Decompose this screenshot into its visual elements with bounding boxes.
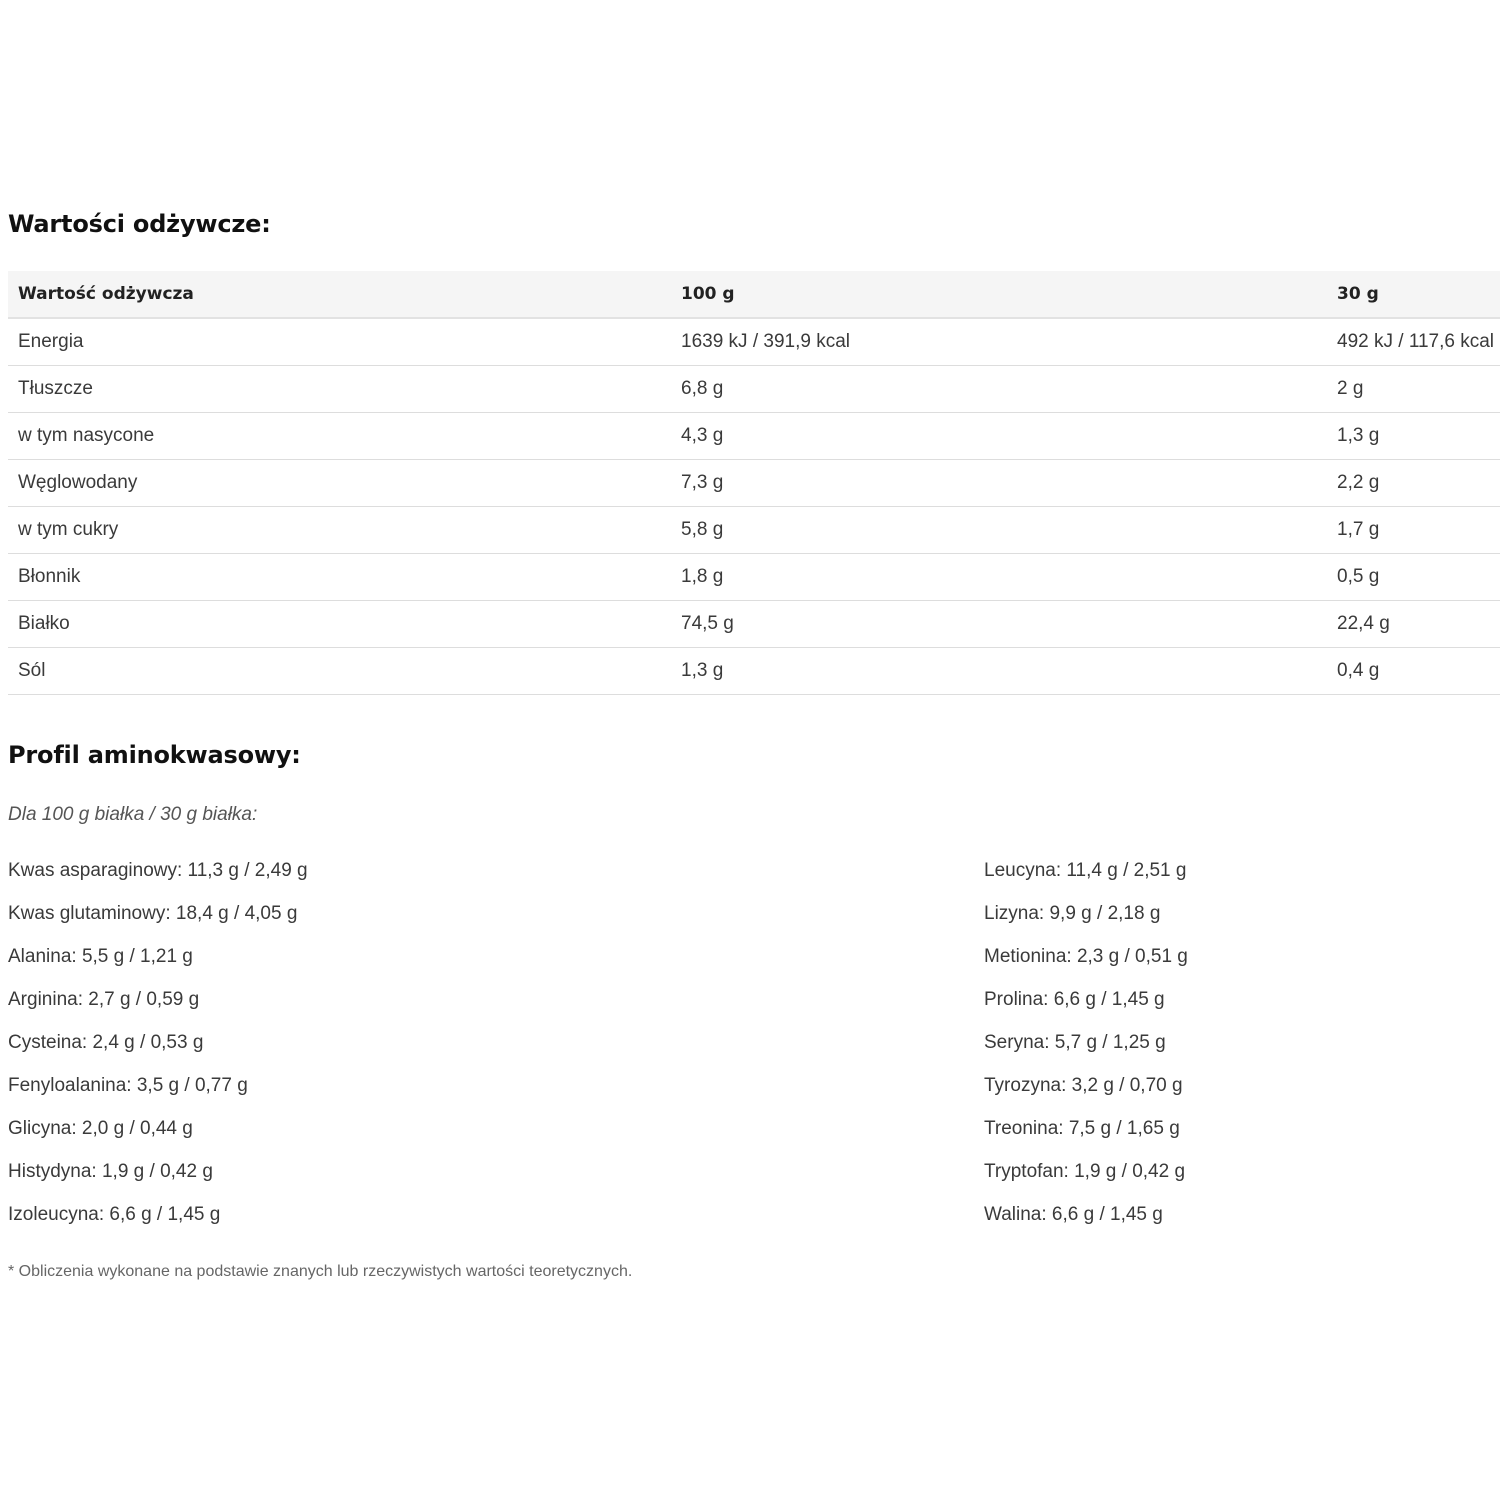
amino-acid-item: Prolina: 6,6 g / 1,45 g <box>984 989 1165 1010</box>
table-row <box>8 460 1500 507</box>
amino-acid-item: Walina: 6,6 g / 1,45 g <box>984 1204 1163 1225</box>
value-per-30g-cell: 492 kJ / 117,6 kcal <box>1327 318 1500 366</box>
amino-acid-item: Histydyna: 1,9 g / 0,42 g <box>8 1161 213 1182</box>
amino-acid-item: Treonina: 7,5 g / 1,65 g <box>984 1118 1180 1139</box>
value-per-100g-cell: 1,8 g <box>671 554 1327 601</box>
nutrition-table-header <box>8 271 1500 318</box>
value-per-30g-cell: 22,4 g <box>1327 601 1500 648</box>
value-per-30g-cell: 2 g <box>1327 366 1500 413</box>
value-per-100g-cell: 74,5 g <box>671 601 1327 648</box>
nutrient-name-cell: Węglowodany <box>8 460 671 507</box>
amino-acid-item: Kwas asparaginowy: 11,3 g / 2,49 g <box>8 860 308 881</box>
nutrient-name-cell: Energia <box>8 318 671 366</box>
table-row <box>8 601 1500 648</box>
nutrient-name-cell: Błonnik <box>8 554 671 601</box>
nutrient-name-cell: Białko <box>8 601 671 648</box>
column-header-per-30g: 30 g <box>1327 271 1500 318</box>
nutrient-name-cell: Sól <box>8 648 671 695</box>
nutrition-heading: Wartości odżywcze: <box>8 210 271 238</box>
value-per-100g-cell: 7,3 g <box>671 460 1327 507</box>
table-row <box>8 413 1500 460</box>
nutrition-table <box>8 271 1500 695</box>
value-per-30g-cell: 0,5 g <box>1327 554 1500 601</box>
value-per-100g-cell: 1,3 g <box>671 648 1327 695</box>
amino-acid-item: Seryna: 5,7 g / 1,25 g <box>984 1032 1166 1053</box>
value-per-30g-cell: 0,4 g <box>1327 648 1500 695</box>
amino-list-right <box>984 857 1188 1244</box>
table-row <box>8 648 1500 695</box>
value-per-100g-cell: 6,8 g <box>671 366 1327 413</box>
table-row <box>8 318 1500 366</box>
amino-heading: Profil aminokwasowy: <box>8 741 301 769</box>
value-per-30g-cell: 2,2 g <box>1327 460 1500 507</box>
amino-acid-item: Tryptofan: 1,9 g / 0,42 g <box>984 1161 1186 1182</box>
table-header-row <box>8 271 1500 318</box>
column-header-nutrient: Wartość odżywcza <box>8 271 671 318</box>
amino-acid-item: Alanina: 5,5 g / 1,21 g <box>8 946 193 967</box>
footnote: * Obliczenia wykonane na podstawie znanych lub rzeczywistych wartości teoretycznych. <box>8 1263 633 1280</box>
nutrition-table-body <box>8 318 1500 695</box>
amino-acid-item: Fenyloalanina: 3,5 g / 0,77 g <box>8 1075 248 1096</box>
amino-acid-item: Lizyna: 9,9 g / 2,18 g <box>984 903 1161 924</box>
amino-acid-item: Tyrozyna: 3,2 g / 0,70 g <box>984 1075 1183 1096</box>
value-per-100g-cell: 5,8 g <box>671 507 1327 554</box>
nutrient-name-cell: w tym cukry <box>8 507 671 554</box>
amino-acid-item: Metionina: 2,3 g / 0,51 g <box>984 946 1188 967</box>
amino-acid-item: Kwas glutaminowy: 18,4 g / 4,05 g <box>8 903 298 924</box>
nutrient-name-cell: w tym nasycone <box>8 413 671 460</box>
amino-intro: Dla 100 g białka / 30 g białka: <box>8 804 258 825</box>
value-per-100g-cell: 4,3 g <box>671 413 1327 460</box>
amino-acid-item: Cysteina: 2,4 g / 0,53 g <box>8 1032 204 1053</box>
value-per-100g-cell: 1639 kJ / 391,9 kcal <box>671 318 1327 366</box>
amino-acid-item: Izoleucyna: 6,6 g / 1,45 g <box>8 1204 221 1225</box>
amino-list-left <box>8 857 308 1244</box>
table-row <box>8 366 1500 413</box>
value-per-30g-cell: 1,7 g <box>1327 507 1500 554</box>
amino-acid-item: Leucyna: 11,4 g / 2,51 g <box>984 860 1187 881</box>
column-header-per-100g: 100 g <box>671 271 1327 318</box>
nutrient-name-cell: Tłuszcze <box>8 366 671 413</box>
table-row <box>8 507 1500 554</box>
value-per-30g-cell: 1,3 g <box>1327 413 1500 460</box>
table-row <box>8 554 1500 601</box>
amino-acid-item: Arginina: 2,7 g / 0,59 g <box>8 989 200 1010</box>
amino-acid-item: Glicyna: 2,0 g / 0,44 g <box>8 1118 193 1139</box>
